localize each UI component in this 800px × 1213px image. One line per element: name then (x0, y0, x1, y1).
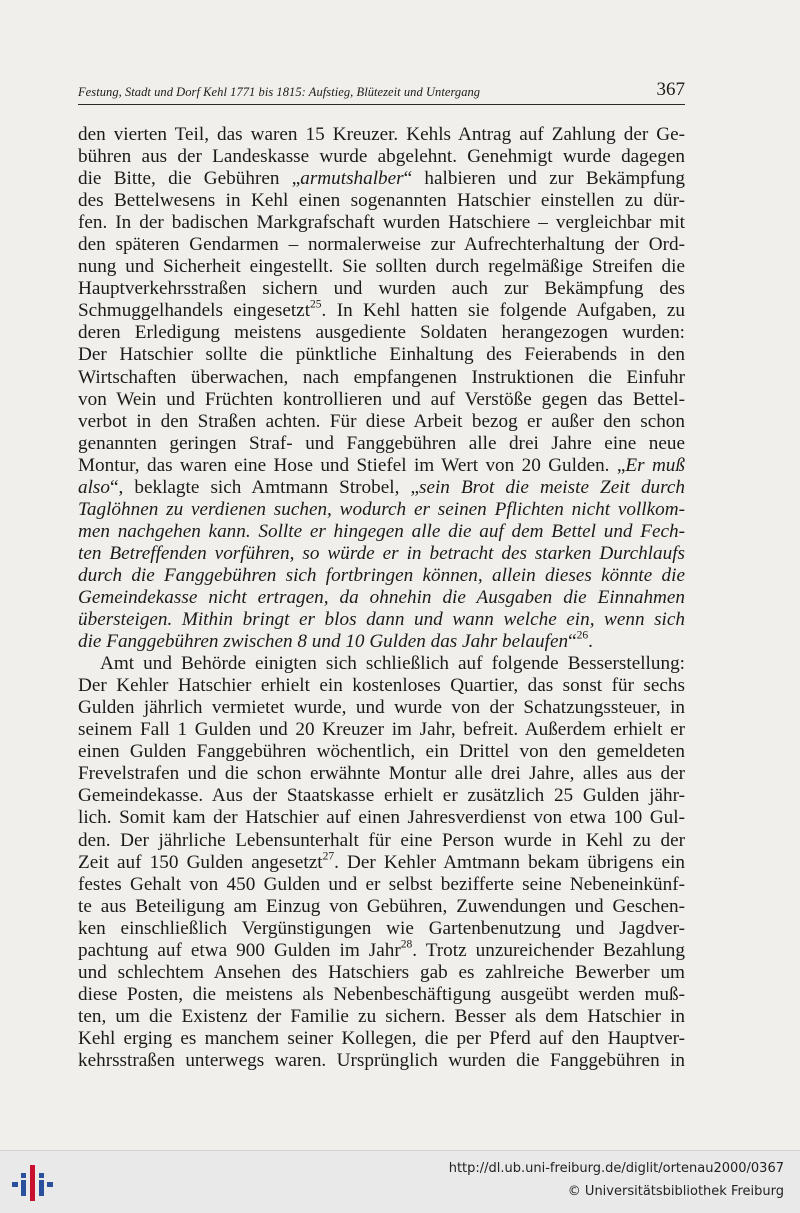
text-line (78, 234, 685, 256)
text-line (78, 1050, 685, 1072)
text-segment: sein Brot die meiste Zeit durch (418, 476, 685, 498)
text-segment: den späteren Gendarmen – normalerweise zur Aufrechterhaltung der Ord- (78, 234, 685, 256)
text-segment: Wirtschaften überwachen, nach empfangenen Instruktionen die Einfuhr (78, 366, 685, 388)
text-segment: Er muß (625, 454, 685, 476)
text-segment: Taglöhnen zu verdienen suchen, wodurch er seinen Pflichten nicht vollkom- (78, 498, 685, 520)
text-line (78, 124, 685, 146)
text-segment: te aus Beteiligung am Einzug von Gebühren, Zuwendungen und Geschen- (78, 895, 685, 917)
text-line (78, 1028, 685, 1050)
text-line (78, 168, 685, 190)
text-segment: . In Kehl hatten sie folgende Aufgaben, zu (321, 300, 685, 322)
text-line (78, 389, 685, 411)
text-segment: Der Kehler Hatschier erhielt ein kostenloses Quartier, das sonst für sechs (78, 675, 685, 697)
text-segment: durch die Fanggebühren sich fortbringen können, allein dieses könnte die (78, 564, 685, 586)
text-line (78, 918, 685, 940)
text-line (78, 499, 685, 521)
text-line (78, 984, 685, 1006)
text-line (78, 719, 685, 741)
text-line (78, 896, 685, 918)
text-segment: übersteigen. Mithin bringt er blos dann und wann welche ein, wenn sich (78, 609, 685, 631)
running-header-title: Festung, Stadt und Dorf Kehl 1771 bis 1815: Aufstieg, Blütezeit und Untergang (78, 85, 481, 99)
footnote-ref: 25 (310, 298, 322, 311)
text-line (78, 849, 685, 874)
text-segment: Kehl erging es manchem seiner Kollegen, die per Pferd auf den Hauptver- (78, 1027, 685, 1049)
university-library-logo-icon (10, 1165, 54, 1201)
text-segment: festes Gehalt von 450 Gulden und er selbst bezifferte seine Nebeneinkünf- (78, 873, 685, 895)
text-line (78, 411, 685, 433)
text-line (78, 631, 685, 653)
text-segment: und schlechtem Ansehen des Hatschiers gab es zahlreiche Bewerber um (78, 961, 685, 983)
text-segment: Schmuggelhandels eingesetzt (78, 300, 311, 322)
text-segment: . Trotz unzureichender Bezahlung (412, 939, 685, 961)
text-line (78, 830, 685, 852)
text-segment: armutshalber (300, 168, 404, 190)
text-line (78, 763, 685, 785)
text-line (78, 521, 685, 543)
text-segment: men nachgehen kann. Sollte er hingegen alle die auf dem Bettel und Fech- (78, 520, 685, 542)
text-line (78, 278, 685, 300)
text-line (78, 344, 685, 366)
text-line (78, 300, 685, 322)
copyright-notice: © Universitätsbibliothek Freiburg (567, 1184, 784, 1199)
text-line (78, 367, 685, 389)
text-segment: Zeit auf 150 Gulden angesetzt (78, 851, 323, 873)
text-segment: von Wein und Früchten kontrollieren und auf Verstöße gegen das Bettel- (78, 388, 685, 410)
text-segment: deren Erledigung meistens ausgediente Soldaten herangezogen wurden: (78, 322, 685, 344)
text-line (78, 565, 685, 587)
text-line (78, 587, 685, 609)
text-segment: Montur, das waren eine Hose und Stiefel im Wert von 20 Gulden. „ (78, 454, 626, 476)
text-line (78, 543, 685, 565)
text-segment: diese Posten, die meistens als Nebenbeschäftigung ausgeübt werden muß- (78, 983, 685, 1005)
text-segment: Amt und Behörde einigten sich schließlich auf folgende Besserstellung: (100, 653, 685, 675)
text-segment: “, beklagte sich Amtmann Strobel, „ (110, 476, 419, 498)
text-segment: Hauptverkehrsstraßen sichern und wurden auch zur Bekämpfung des (78, 278, 685, 300)
text-segment: einen Gulden Fanggebühren wöchentlich, ein Drittel von den gemeldeten (78, 741, 685, 763)
text-segment: Frevelstrafen und die schon erwähnte Montur alle drei Jahre, alles aus der (78, 763, 685, 785)
text-line (78, 785, 685, 807)
text-line (78, 697, 685, 719)
text-segment: . (588, 631, 593, 653)
text-line (78, 477, 685, 499)
running-header (78, 80, 685, 105)
text-segment: den vierten Teil, das waren 15 Kreuzer. Kehls Antrag auf Zahlung der Ge- (78, 124, 685, 145)
text-segment: lich. Somit kam der Hatschier auf einen Jahresverdienst von etwa 100 Gul- (78, 807, 685, 829)
text-line (78, 653, 685, 675)
text-segment: Der Hatschier sollte die pünktliche Einhaltung des Feierabends in den (78, 344, 685, 366)
text-line (78, 256, 685, 278)
text-line (78, 940, 685, 962)
text-line (78, 1006, 685, 1028)
footnote-ref: 28 (400, 938, 413, 951)
text-line (78, 433, 685, 455)
text-segment: . Der Kehler Amtmann bekam übrigens ein (334, 851, 685, 873)
text-line (78, 741, 685, 763)
text-segment: Gemeindekasse. Aus der Staatskasse erhielt er zusätzlich 25 Gulden jähr- (78, 785, 685, 807)
footnote-ref: 26 (576, 629, 589, 642)
text-line (78, 874, 685, 896)
text-line (78, 212, 685, 234)
text-segment: ken einschließlich Vergünstigungen wie Gartenbenutzung und Jagdver- (78, 917, 685, 939)
body-text (78, 124, 685, 1072)
text-segment: genannten geringen Straf- und Fanggebühren alle drei Jahre eine neue (78, 432, 685, 454)
text-segment: des Bettelwesens in Kehl einen sogenannten Hatschier einstellen zu dür- (78, 190, 685, 212)
text-segment: verbot in den Straßen achten. Für diese Arbeit bezog er außer den schon (78, 410, 685, 432)
viewer-footer (0, 1150, 800, 1213)
text-segment: die Bitte, die Gebühren „ (78, 168, 301, 190)
permalink-link[interactable]: http://dl.ub.uni-freiburg.de/diglit/ortenau2000/0367 (448, 1161, 784, 1176)
footnote-ref: 27 (322, 849, 335, 862)
text-segment: ten, um die Existenz der Familie zu sichern. Besser als dem Hatschier in (78, 1005, 685, 1027)
text-line (78, 675, 685, 697)
text-segment: Gemeindekasse nicht ertragen, da ohnehin die Ausgaben die Einnahmen (78, 586, 685, 608)
text-segment: pachtung auf etwa 900 Gulden im Jahr (78, 939, 401, 961)
page-number: 367 (656, 79, 685, 100)
text-segment: ten Betreffenden vorführen, so würde er in betracht des starken Durchlaufs (78, 542, 685, 564)
text-segment: “ halbieren und zur Bekämpfung (403, 168, 686, 190)
text-segment: also (78, 476, 110, 498)
text-line (78, 146, 685, 168)
text-segment: nung und Sicherheit eingestellt. Sie sollten durch regelmäßige Streifen die (78, 256, 685, 278)
text-line (78, 807, 685, 829)
text-segment: bühren aus der Landeskasse wurde abgelehnt. Genehmigt wurde dagegen (78, 146, 685, 168)
text-line (78, 322, 685, 344)
text-line (78, 190, 685, 212)
text-segment: Gulden jährlich vermietet wurde, und wurde von der Schatzungssteuer, in (78, 697, 685, 719)
text-segment: seinem Fall 1 Gulden und 20 Kreuzer im Jahr, befreit. Außerdem erhielt er (78, 719, 685, 741)
text-line (78, 455, 685, 477)
text-segment: fen. In der badischen Markgrafschaft wurden Hatschiere – vergleichbar mit (78, 212, 685, 234)
text-line (78, 609, 685, 631)
text-segment: “ (568, 631, 577, 653)
text-segment: kehrsstraßen unterwegs waren. Ursprünglich wurden die Fanggebühren in (78, 1049, 685, 1071)
text-segment: den. Der jährliche Lebensunterhalt für eine Person wurde in Kehl zu der (78, 829, 685, 851)
text-segment: die Fanggebühren zwischen 8 und 10 Gulden das Jahr belaufen (78, 631, 569, 653)
text-line (78, 962, 685, 984)
